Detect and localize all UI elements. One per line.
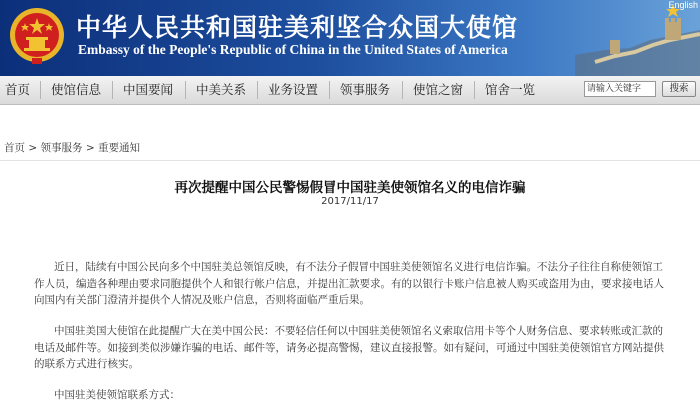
paragraph-line: 向国内有关部门澄清并提供个人情况及账户信息，否则将面临严重后果。 [34,294,370,307]
article-paragraph-1 [34,259,668,309]
nav-divider [112,81,113,99]
nav-item-embassy-window[interactable]: 使馆之窗 [413,82,464,97]
site-title-cn: 中华人民共和国驻美利坚合众国大使馆 [76,13,519,42]
paragraph-line: 中国驻美使领馆联系方式： [54,389,180,401]
site-title-en: Embassy of the People's Republic of China in the United States of America [78,42,508,57]
nav-item-premises[interactable]: 馆舍一览 [485,82,536,97]
article-title: 再次提醒中国公民警惕假冒中国驻美使领馆名义的电信诈骗 [174,180,526,196]
nav-divider [474,81,475,99]
breadcrumb-consular-link[interactable]: 领事服务 [40,142,83,154]
nav-item-china-us-relations[interactable]: 中美关系 [196,82,247,97]
nav-item-china-news[interactable]: 中国要闻 [123,82,174,97]
paragraph-line: 电话及邮件等。如接到类似涉嫌诈骗的电话、邮件等，请务必提高警惕，建议直接报警。如有疑问，可通过中国驻美使领馆官方网站提供 [34,341,664,354]
great-wall-image [575,0,700,76]
nav-item-departments[interactable]: 业务设置 [268,82,319,97]
nav-item-home[interactable]: 首页 [5,82,31,97]
article-date: 2017/11/17 [321,196,379,207]
nav-item-consular-services[interactable]: 领事服务 [340,82,391,97]
breadcrumb [4,140,140,155]
content-divider [0,160,700,161]
nav-item-embassy-info[interactable]: 使馆信息 [51,82,102,97]
nav-divider [329,81,330,99]
paragraph-line: 近日，陆续有中国公民向多个中国驻美总领馆反映，有不法分子假冒中国驻美使领馆名义进行电信诈骗。不法分子往往自称使领馆工 [54,261,663,273]
nav-divider [257,81,258,99]
breadcrumb-separator: > [85,142,95,154]
nav-divider [402,81,403,99]
paragraph-line: 中国驻美国大使馆在此提醒广大在美中国公民：不要轻信任何以中国驻美使领馆名义索取信用卡等个人财务信息、要求转账或汇款的 [54,325,663,337]
search-button[interactable]: 搜索 [662,81,696,97]
nav-divider [185,81,186,99]
national-emblem-icon [8,4,66,66]
paragraph-line: 作人员，编造各种理由要求同胞提供个人和银行帐户信息，并提出汇款要求。有的以银行卡账户信息被人购买或盗用为由，要求接电话人 [34,277,664,290]
site-header [0,0,700,76]
breadcrumb-home-link[interactable]: 首页 [4,142,25,154]
language-link-english[interactable]: English [668,0,698,10]
search-input[interactable]: 请输入关键字 [584,81,656,97]
paragraph-line: 的联系方式进行核实。 [34,358,139,371]
article-paragraph-3 [54,387,668,404]
breadcrumb-notices-link[interactable]: 重要通知 [98,142,140,154]
article-paragraph-2 [34,323,668,373]
breadcrumb-separator: > [28,142,38,154]
nav-divider [40,81,41,99]
